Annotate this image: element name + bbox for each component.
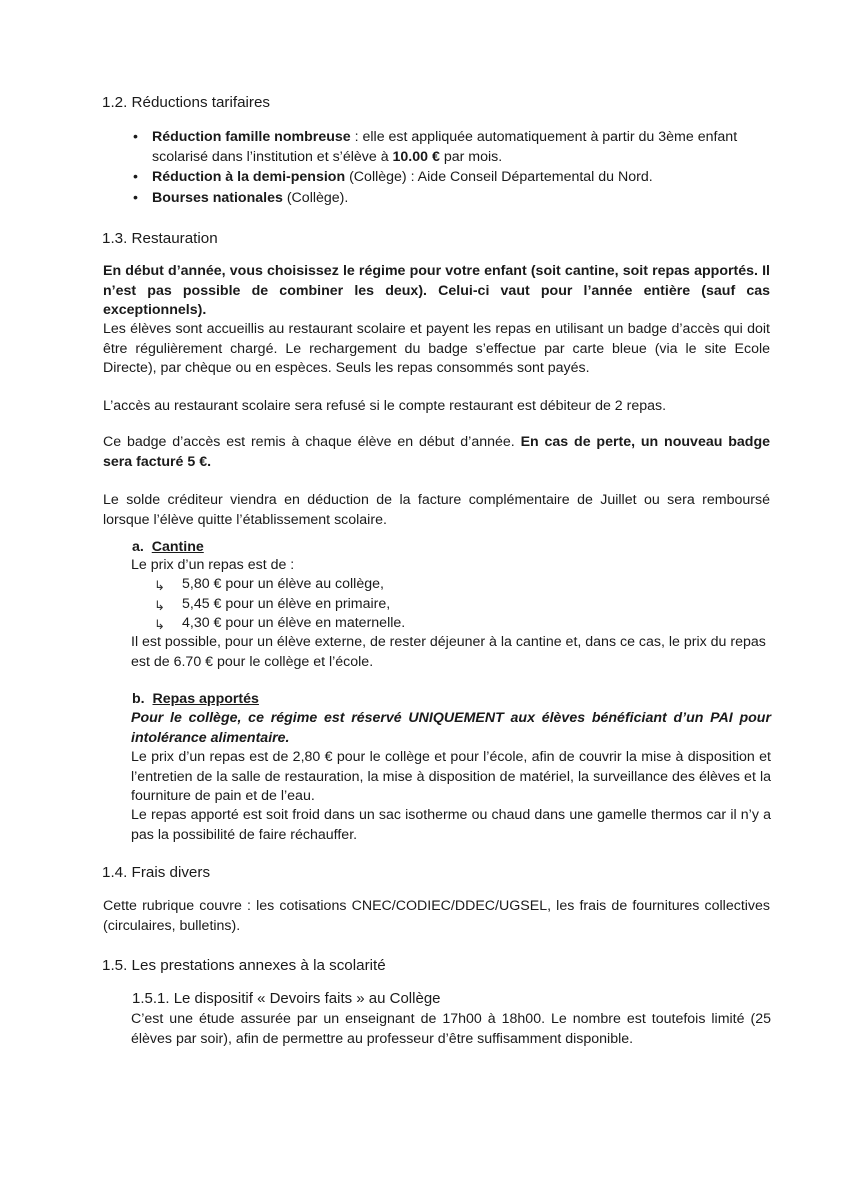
- heading-1-2: 1.2. Réductions tarifaires: [102, 94, 270, 111]
- repas-warning: Pour le collège, ce régime est réservé UNIQUEMENT aux élèves bénéficiant d’un PAI pour intolérance alimentaire.: [131, 710, 771, 746]
- reductions-list: [130, 128, 770, 209]
- heading-1-5-1: 1.5.1. Le dispositif « Devoirs faits » au Collège: [132, 990, 441, 1007]
- repas-heading: b. Repas apportés: [132, 691, 259, 707]
- frais-divers-text: Cette rubrique couvre : les cotisations CNEC/CODIEC/DDEC/UGSEL, les frais de fournitures collectives (circulaires, bulletins).: [103, 898, 770, 934]
- restauration-p1: Les élèves sont accueillis au restaurant scolaire et payent les repas en utilisant un badge d’accès qui doit être régulièrement chargé. Le rechargement du badge s’effectue par carte bleue (via le site Ecole Directe), par chèque ou en espèces. Seuls les repas consommés sont payés.: [103, 321, 770, 376]
- heading-1-5: 1.5. Les prestations annexes à la scolarité: [102, 957, 386, 974]
- list-item: ↳ 5,80 € pour un élève au collège,: [154, 575, 405, 595]
- restauration-p2: L’accès au restaurant scolaire sera refusé si le compte restaurant est débiteur de 2 repas.: [103, 398, 667, 414]
- bullet-dot-icon: •: [133, 169, 138, 185]
- devoirs-faits-text: C’est une étude assurée par un enseignant de 17h00 à 18h00. Le nombre est toutefois limité (25 élèves par soir), afin de permettre au professeur d’être suffisamment disponible.: [131, 1011, 771, 1047]
- restauration-p4: Le solde créditeur viendra en déduction de la facture complémentaire de Juillet ou sera remboursé lorsque l’élève quitte l’établissement scolaire.: [103, 492, 770, 528]
- list-item: ↳ 5,45 € pour un élève en primaire,: [154, 595, 405, 615]
- heading-1-3: 1.3. Restauration: [102, 230, 218, 247]
- bullet-dot-icon: •: [133, 129, 138, 145]
- cantine-lead: Le prix d’un repas est de :: [131, 557, 295, 573]
- repas-p1: Le prix d’un repas est de 2,80 € pour le collège et pour l’école, afin de couvrir la mise à disposition et l’entretien de la salle de restauration, la mise à disposition de matériel, la surveillance des élèves et la fourniture de pain et de l’eau.: [131, 749, 771, 804]
- repas-p2: Le repas apporté est soit froid dans un sac isotherme ou chaud dans une gamelle thermos car il n’y a pas la possibilité de faire réchauffer.: [131, 807, 771, 843]
- cantine-note: Il est possible, pour un élève externe, de rester déjeuner à la cantine et, dans ce cas, le prix du repas est de 6.70 € pour le collège et l’école.: [131, 634, 766, 670]
- cantine-heading: a. Cantine: [132, 539, 204, 555]
- list-item: • Réduction famille nombreuse : elle est appliquée automatiquement à partir du 3ème enfant scolarisé dans l’institution et s’élève à 10.00 € par mois.: [133, 129, 738, 165]
- list-item: • Bourses nationales (Collège).: [130, 189, 770, 209]
- restauration-intro: En début d’année, vous choisissez le régime pour votre enfant (soit cantine, soit repas apportés. Il n’est pas possible de combiner les deux). Celui-ci vaut pour l’année entière (sauf cas exceptionnels).: [103, 263, 770, 318]
- cantine-price-list: [154, 575, 405, 634]
- bullet-dot-icon: •: [133, 189, 138, 206]
- list-item: • Réduction à la demi-pension (Collège) : Aide Conseil Départemental du Nord.: [130, 168, 770, 188]
- restauration-p3: Ce badge d’accès est remis à chaque élève en début d’année. En cas de perte, un nouveau badge sera facturé 5 €.: [103, 434, 771, 470]
- hand-pointer-arrow-icon: ↳: [154, 578, 165, 593]
- heading-1-4: 1.4. Frais divers: [102, 864, 211, 881]
- list-item: ↳ 4,30 € pour un élève en maternelle.: [154, 614, 405, 634]
- hand-pointer-arrow-icon: ↳: [154, 617, 165, 632]
- hand-pointer-arrow-icon: ↳: [154, 597, 165, 613]
